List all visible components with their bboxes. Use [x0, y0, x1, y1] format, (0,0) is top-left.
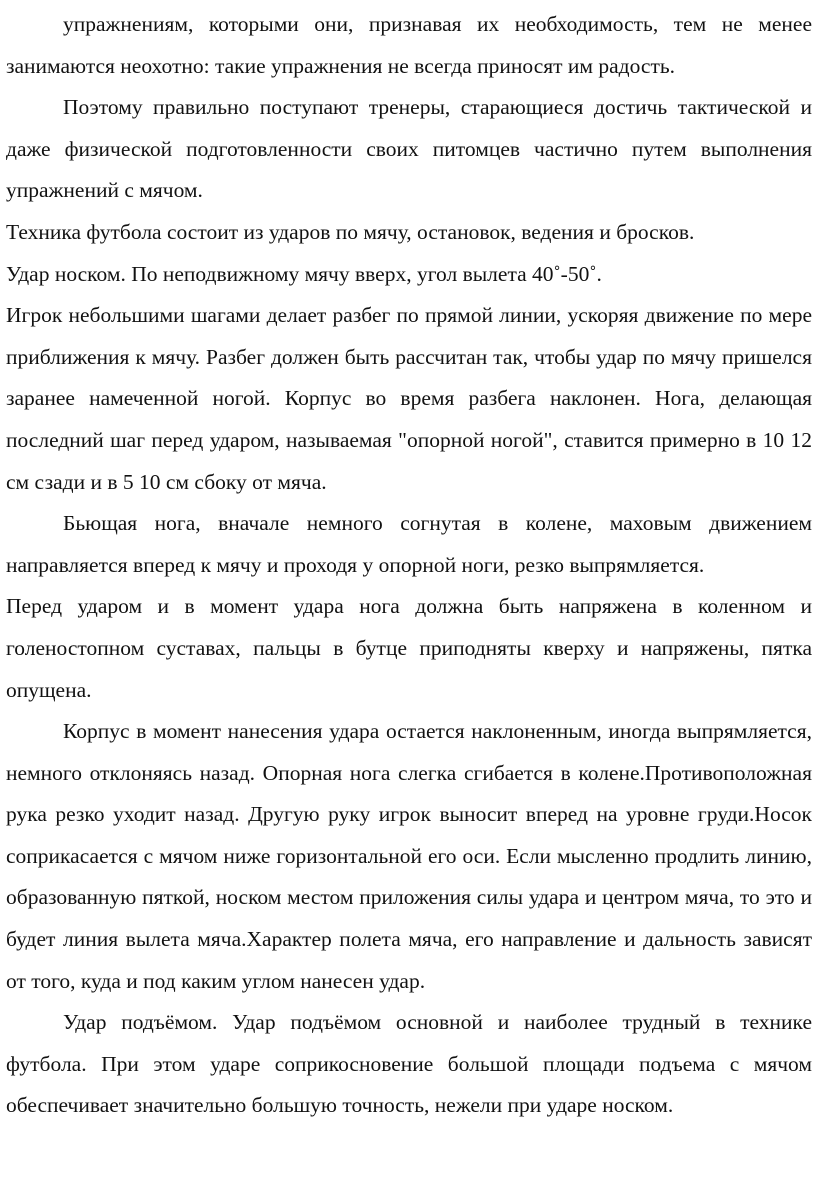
- paragraph-toe-kick-heading: Удар носком. По неподвижному мячу вверх, угол вылета 40˚-50˚.: [6, 261, 602, 286]
- paragraph-run-up: Игрок небольшими шагами делает разбег по прямой линии, ускоряя движение по мере приближения к мячу. Разбег должен быть рассчитан так, чтобы удар по мячу пришелся заранее намеченной ногой. Корпус во время разбега наклонен. Нога, делающая последний шаг перед ударом, называемая "опорной ногой", ставится примерно в 10 12 см сзади и в 5 10 см сбоку от мяча.: [6, 303, 812, 494]
- paragraph-technique-overview: Техника футбола состоит из ударов по мячу, остановок, ведения и бросков.: [6, 219, 695, 244]
- paragraph-coaches: Поэтому правильно поступают тренеры, старающиеся достичь тактической и даже физической подготовленности своих питомцев частично путем выполнения упражнений с мячом.: [6, 95, 812, 203]
- paragraph-continuation: упражнениям, которыми они, признавая их необходимость, тем не менее занимаются неохотно: такие упражнения не всегда приносят им радость.: [6, 12, 812, 78]
- paragraph-body-position: Корпус в момент нанесения удара остается наклоненным, иногда выпрямляется, немного отклоняясь назад. Опорная нога слегка сгибается в колене.Противоположная рука резко уходит назад. Другую руку игрок выносит вперед на уровне груди.Носок соприкасается с мячом ниже горизонтальной его оси. Если мысленно продлить линию, образованную пяткой, носком местом приложения силы удара и центром мяча, то это и будет линия вылета мяча.Характер полета мяча, его направление и дальность зависят от того, куда и под каким углом нанесен удар.: [6, 719, 812, 993]
- paragraph-instep-kick: Удар подъёмом. Удар подъёмом основной и наиболее трудный в технике футбола. При этом ударе соприкосновение большой площади подъема с мячом обеспечивает значительно большую точность, нежели при ударе носком.: [6, 1010, 812, 1118]
- paragraph-kicking-leg: Бьющая нога, вначале немного согнутая в колене, маховым движением направляется вперед к мячу и проходя у опорной ноги, резко выпрямляется.: [6, 511, 812, 577]
- paragraph-leg-tension: Перед ударом и в момент удара нога должна быть напряжена в коленном и голеностопном суставах, пальцы в бутце приподняты кверху и напряжены, пятка опущена.: [6, 594, 812, 702]
